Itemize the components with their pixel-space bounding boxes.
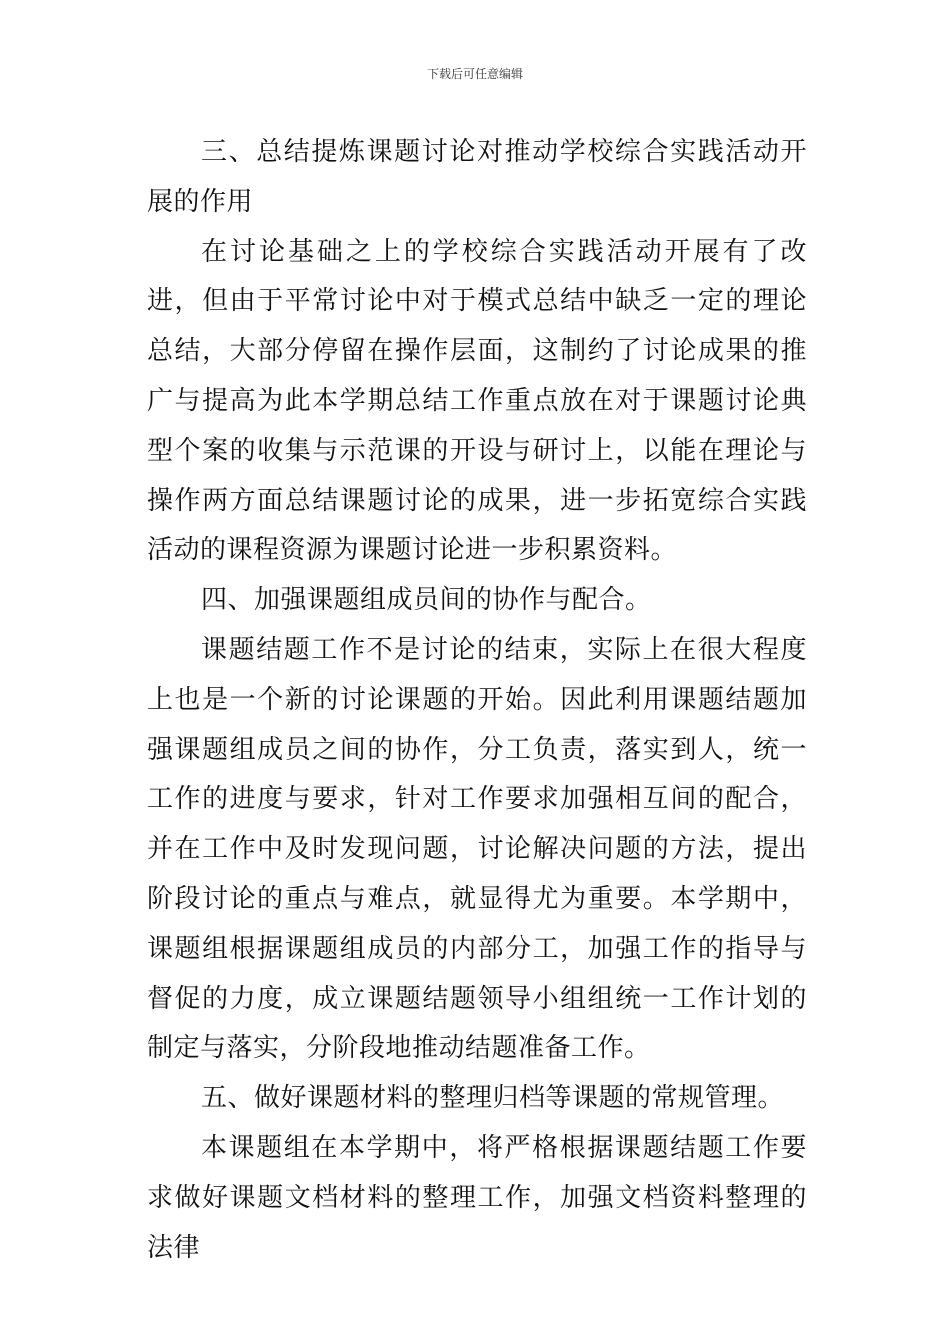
paragraph: 在讨论基础之上的学校综合实践活动开展有了改进，但由于平常讨论中对于模式总结中缺乏一定的理论总结，大部分停留在操作层面，这制约了讨论成果的推广与提高为此本学期总结工作重点放在对于课题讨论典型个案的收集与示范课的开设与研讨上，以能在理论与操作两方面总结课题讨论的成果，进一步拓宽综合实践活动的课程资源为课题讨论进一步积累资料。 xyxy=(147,236,807,566)
section-heading-3: 三、总结提炼课题讨论对推动学校综合实践活动开展的作用 xyxy=(147,137,807,217)
paragraph: 课题结题工作不是讨论的结束，实际上在很大程度上也是一个新的讨论课题的开始。因此利用课题结题加强课题组成员之间的协作，分工负责，落实到人，统一工作的进度与要求，针对工作要求加强相互间的配合，并在工作中及时发现问题，讨论解决问题的方法，提出阶段讨论的重点与难点，就显得尤为重要。本学期中，课题组根据课题组成员的内部分工，加强工作的指导与督促的力度，成立课题结题领导小组组统一工作计划的制定与落实，分阶段地推动结题准备工作。 xyxy=(147,634,807,1064)
document-body xyxy=(147,128,807,1273)
section-heading-4: 四、加强课题组成员间的协作与配合。 xyxy=(201,585,652,616)
section-heading-5: 五、做好课题材料的整理归档等课题的常规管理。 xyxy=(201,1083,785,1114)
page-header-note: 下载后可任意编辑 xyxy=(426,67,523,81)
paragraph: 本课题组在本学期中，将严格根据课题结题工作要求做好课题文档材料的整理工作，加强文档资料整理的法律 xyxy=(147,1132,807,1263)
